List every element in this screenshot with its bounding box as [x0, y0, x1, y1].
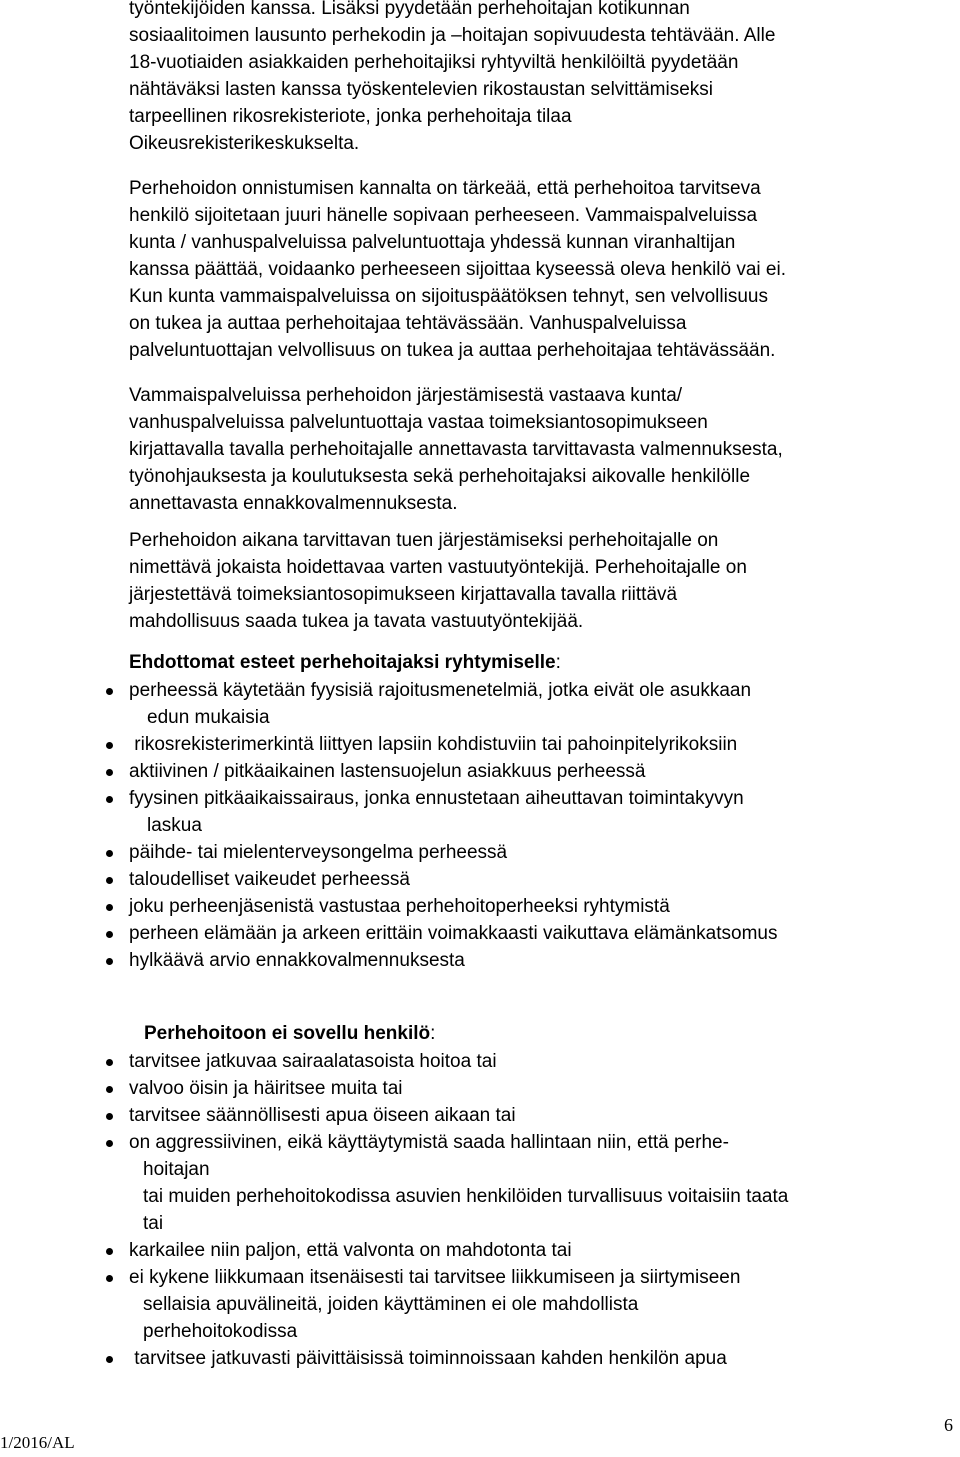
text-line: tarpeellinen rikosrekisteriote, jonka perhehoitaja tilaa [129, 106, 572, 127]
list-item-text: hoitajan [143, 1159, 210, 1180]
text-line: palveluntuottajan velvollisuus on tukea ja auttaa perhehoitajaa tehtävässään. [129, 340, 776, 361]
bullet-icon [106, 688, 113, 695]
list-item [0, 1129, 960, 1237]
list-item [0, 758, 960, 785]
list-item [0, 866, 960, 893]
text-line: nähtäväksi lasten kanssa työskentelevien rikostaustan selvittämiseksi [129, 79, 714, 100]
list-item-text: sellaisia apuvälineitä, joiden käyttäminen ei ole mahdollista [143, 1294, 639, 1315]
bullet-icon [106, 931, 113, 938]
list-item-text: päihde- tai mielenterveysongelma perheessä [129, 842, 508, 863]
text-line: kunta / vanhuspalveluissa palveluntuottaja yhdessä kunnan viranhaltijan [129, 232, 736, 253]
list-item-text: perhehoitokodissa [143, 1321, 298, 1342]
list-item-text: edun mukaisia [147, 707, 270, 728]
bullet-icon [106, 742, 113, 749]
text-line: työntekijöiden kanssa. Lisäksi pyydetään perhehoitajan kotikunnan [129, 0, 690, 19]
list-item [0, 1345, 960, 1372]
list-item [0, 677, 960, 731]
list-item-text: karkailee niin paljon, että valvonta on mahdotonta tai [129, 1240, 572, 1261]
bullet-icon [106, 1248, 113, 1255]
text-line: Vammaispalveluissa perhehoidon järjestämisestä vastaava kunta/ [129, 385, 683, 406]
text-line: mahdollisuus saada tukea ja tavata vastuutyöntekijää. [129, 611, 584, 632]
bullet-icon [106, 769, 113, 776]
text-line: Kun kunta vammaispalveluissa on sijoituspäätöksen tehnyt, sen velvollisuus [129, 286, 768, 307]
bullet-icon [106, 1059, 113, 1066]
text-line: työnohjauksesta ja koulutuksesta sekä perhehoitajaksi aikovalle henkilölle [129, 466, 751, 487]
list-item-text: joku perheenjäsenistä vastustaa perhehoitoperheeksi ryhtymistä [129, 896, 670, 917]
text-line: annettavasta ennakkovalmennuksesta. [129, 493, 458, 514]
list-item-text: tarvitsee jatkuvasti päivittäisissä toiminnoissaan kahden henkilön apua [129, 1348, 727, 1369]
bullet-icon [106, 796, 113, 803]
list-item-text: tarvitsee jatkuvaa sairaalatasoista hoitoa tai [129, 1051, 497, 1072]
bullet-icon [106, 1275, 113, 1282]
list-item-text: aktiivinen / pitkäaikainen lastensuojelun asiakkuus perheessä [129, 761, 646, 782]
list-item [0, 1237, 960, 1264]
list-item-text: tarvitsee säännöllisesti apua öiseen aikaan tai [129, 1105, 516, 1126]
bullet-icon [106, 1086, 113, 1093]
bullet-icon [106, 1113, 113, 1120]
list-item-text: on aggressiivinen, eikä käyttäytymistä saada hallintaan niin, että perhe- [129, 1132, 729, 1153]
bullet-icon [106, 904, 113, 911]
text-line: kirjattavalla tavalla perhehoitajalle annettavasta tarvittavasta valmennuksesta, [129, 439, 783, 460]
list-item-text: valvoo öisin ja häiritsee muita tai [129, 1078, 403, 1099]
list-item-text: perheen elämään ja arkeen erittäin voimakkaasti vaikuttava elämänkatsomus [129, 923, 778, 944]
list-item-text: tai muiden perhehoitokodissa asuvien henkilöiden turvallisuus voitaisiin taata [143, 1186, 789, 1207]
text-line: nimettävä jokaista hoidettavaa varten vastuutyöntekijä. Perhehoitajalle on [129, 557, 747, 578]
list-item-text: tai [143, 1213, 164, 1234]
list-item-text: hylkäävä arvio ennakkovalmennuksesta [129, 950, 465, 971]
list-item [0, 920, 960, 947]
text-line: kanssa päättää, voidaanko perheeseen sijoittaa kyseessä oleva henkilö vai ei. [129, 259, 786, 280]
list-item [0, 785, 960, 839]
heading-not-suitable: Perhehoitoon ei sovellu henkilö: [144, 1023, 436, 1044]
list-not-suitable [0, 1048, 960, 1372]
footer-document-code: 1/2016/AL [0, 1433, 75, 1452]
list-item [0, 947, 960, 974]
bullet-icon [106, 850, 113, 857]
list-item [0, 1048, 960, 1075]
paragraph-placement-decision [129, 175, 959, 364]
text-line: 18-vuotiaiden asiakkaiden perhehoitajiksi ryhtyviltä henkilöiltä pyydetään [129, 52, 739, 73]
text-line: henkilö sijoitetaan juuri hänelle sopivaan perheeseen. Vammaispalveluissa [129, 205, 758, 226]
list-item [0, 839, 960, 866]
text-line: Oikeusrekisterikeskukselta. [129, 133, 360, 154]
page-number: 6 [944, 1415, 953, 1435]
text-line: on tukea ja auttaa perhehoitajaa tehtävässään. Vanhuspalveluissa [129, 313, 687, 334]
list-item [0, 893, 960, 920]
list-item-text: ei kykene liikkumaan itsenäisesti tai tarvitsee liikkumiseen ja siirtymiseen [129, 1267, 741, 1288]
list-item [0, 1264, 960, 1345]
paragraph-support-worker [129, 527, 959, 635]
bullet-icon [106, 1356, 113, 1363]
list-item-text: perheessä käytetään fyysisiä rajoitusmenetelmiä, jotka eivät ole asukkaan [129, 680, 752, 701]
list-item [0, 1102, 960, 1129]
list-item-text: rikosrekisterimerkintä liittyen lapsiin kohdistuviin tai pahoinpitelyrikoksiin [129, 734, 738, 755]
text-line: sosiaalitoimen lausunto perhekodin ja –hoitajan sopivuudesta tehtävään. Alle [129, 25, 776, 46]
list-item [0, 1075, 960, 1102]
list-absolute-obstacles [0, 677, 960, 974]
list-item [0, 731, 960, 758]
text-line: Perhehoidon aikana tarvittavan tuen järjestämiseksi perhehoitajalle on [129, 530, 719, 551]
text-line: Perhehoidon onnistumisen kannalta on tärkeää, että perhehoitoa tarvitseva [129, 178, 761, 199]
text-line: vanhuspalveluissa palveluntuottaja vastaa toimeksiantosopimukseen [129, 412, 708, 433]
list-item-text: taloudelliset vaikeudet perheessä [129, 869, 410, 890]
list-item-text: fyysinen pitkäaikaissairaus, jonka ennustetaan aiheuttavan toimintakyvyn [129, 788, 744, 809]
bullet-icon [106, 877, 113, 884]
paragraph-training-responsibility [129, 382, 959, 517]
bullet-icon [106, 1140, 113, 1147]
list-item-text: laskua [147, 815, 202, 836]
text-line: järjestettävä toimeksiantosopimukseen kirjattavalla tavalla riittävä [129, 584, 678, 605]
paragraph-background-check [129, 0, 959, 157]
bullet-icon [106, 958, 113, 965]
heading-absolute-obstacles: Ehdottomat esteet perhehoitajaksi ryhtymiselle: [129, 652, 561, 673]
